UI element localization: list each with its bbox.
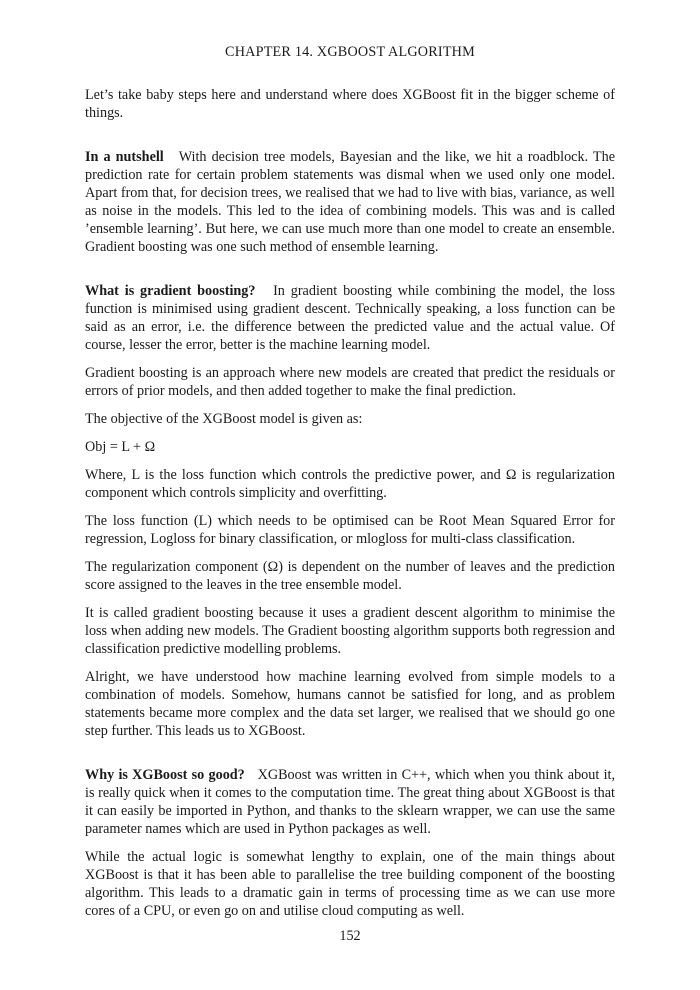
paragraph-parallelisation: While the actual logic is somewhat lengthy to explain, one of the main things about XGBoost is that it has been able to parallelise the tree building component of the boosting algorithm. This leads to a dramatic gain in terms of processing time as we can use more cores of a CPU, or even go on and utilise cloud computing as well. [85, 849, 615, 919]
paragraph-why-xgboost-good [85, 766, 615, 838]
paragraph-intro: Let’s take baby steps here and understand where does XGBoost fit in the bigger scheme of things. [85, 87, 615, 121]
paragraph-evolution: Alright, we have understood how machine learning evolved from simple models to a combination of models. Somehow, humans cannot be satisfied for long, and as problem statements became more complex and the data set larger, we realised that we should go one step further. This leads us to XGBoost. [85, 669, 615, 739]
paragraph-loss-and-regularization: Where, L is the loss function which controls the predictive power, and Ω is regularization component which controls simplicity and overfitting. [85, 467, 615, 501]
paragraph-why-called-gradient-boosting: It is called gradient boosting because it uses a gradient descent algorithm to minimise the loss when adding new models. The Gradient boosting algorithm supports both regression and classification predictive modelling problems. [85, 605, 615, 657]
book-page [85, 0, 615, 990]
paragraph-text: In gradient boosting while combining the model, the loss function is minimised using gradient descent. Technically speaking, a loss function can be said as an error, i.e. the difference between the predicted value and the actual value. Of course, lesser the error, better is the machine learning model. [85, 283, 616, 353]
page-body [85, 86, 615, 930]
paragraph-gradient-boosting-approach: Gradient boosting is an approach where new models are created that predict the residuals or errors of prior models, and then added together to make the final prediction. [85, 365, 615, 399]
paragraph-what-is-gradient-boosting [85, 282, 615, 354]
page-number: 152 [339, 928, 361, 944]
paragraph-text: XGBoost was written in C++, which when you think about it, is really quick when it comes to the computation time. The great thing about XGBoost is that it can easily be imported in Python, and thanks to the sklearn wrapper, we can use the same parameter names which are used in Python packages as well. [85, 767, 615, 837]
run-in-heading-in-a-nutshell: In a nutshell [85, 149, 164, 165]
objective-formula: Obj = L + Ω [85, 439, 156, 455]
paragraph-text: With decision tree models, Bayesian and the like, we hit a roadblock. The prediction rate for certain problem statements was dismal when we used only one model. Apart from that, for decision trees, we realised that we had to live with bias, variance, as well as noise in the models. This led to the idea of combining models. This was and is called ’ensemble learning’. But here, we can use much more than one model to create an ensemble. Gradient boosting was one such method of ensemble learning. [85, 149, 615, 255]
running-head: CHAPTER 14. XGBOOST ALGORITHM [225, 44, 475, 60]
paragraph-in-a-nutshell [85, 148, 615, 256]
paragraph-regularization: The regularization component (Ω) is dependent on the number of leaves and the prediction score assigned to the leaves in the tree ensemble model. [85, 559, 615, 593]
run-in-heading-why-xgboost: Why is XGBoost so good? [85, 767, 245, 783]
paragraph-objective: The objective of the XGBoost model is given as: [85, 411, 363, 427]
paragraph-loss-function: The loss function (L) which needs to be optimised can be Root Mean Squared Error for regression, Logloss for binary classification, or mlogloss for multi-class classification. [85, 513, 615, 547]
run-in-heading-gradient-boosting: What is gradient boosting? [85, 283, 256, 299]
